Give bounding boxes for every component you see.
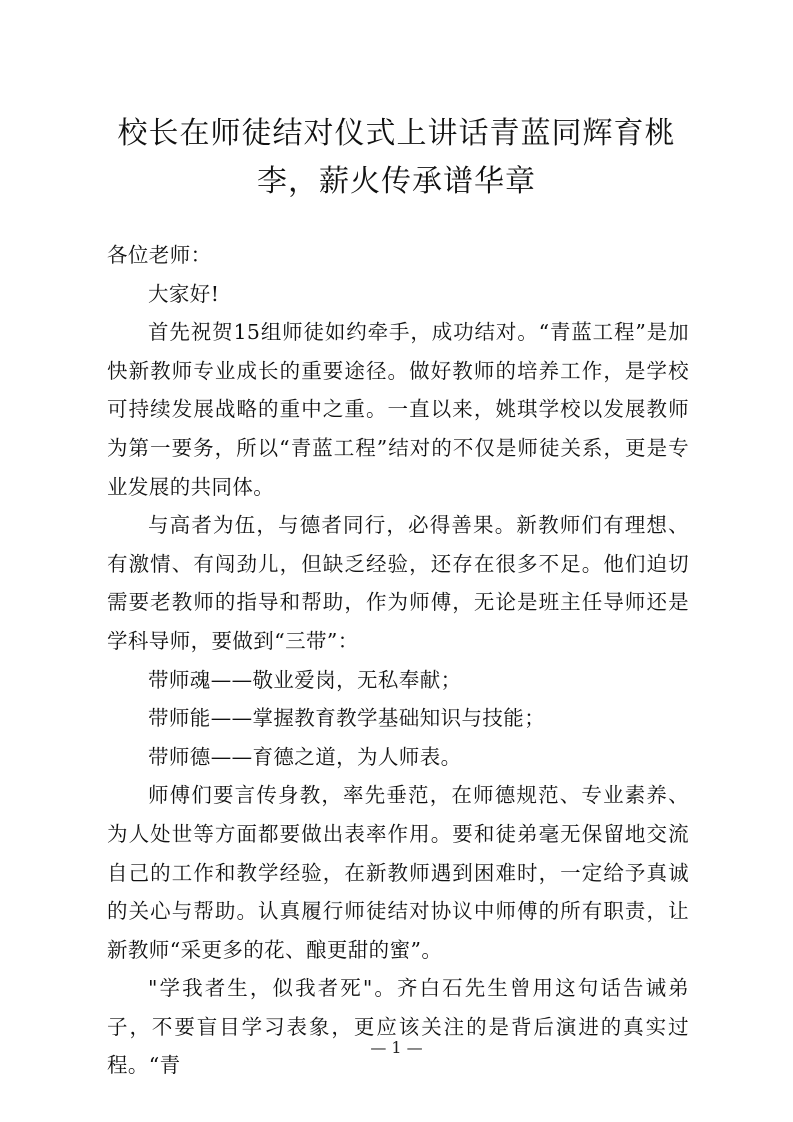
list-item: 带师德——育德之道，为人师表。 [148, 744, 462, 769]
greeting: 大家好! [148, 281, 220, 306]
document-body [107, 236, 689, 1085]
list-item: 带师能——掌握教育教学基础知识与技能； [148, 706, 546, 731]
page-number: — 1 — [370, 1038, 423, 1057]
paragraph: 与高者为伍，与德者同行，必得善果。新教师们有理想、有激情、有闯劲儿，但缺乏经验，还存在很多不足。他们迫切需要老教师的指导和帮助，作为师傅，无论是班主任导师还是学科导师，要做到“三带”： [107, 513, 689, 653]
document-title: 校长在师徒结对仪式上讲话青蓝同辉育桃李，薪火传承谱华章 [117, 116, 676, 199]
paragraph: 首先祝贺15组师徒如约牵手，成功结对。“青蓝工程”是加快新教师专业成长的重要途径。做好教师的培养工作，是学校可持续发展战略的重中之重。一直以来，姚琪学校以发展教师为第一要务，所以“青蓝工程”结对的不仅是师徒关系，更是专业发展的共同体。 [107, 320, 689, 499]
list-item: 带师魂——敬业爱岗，无私奉献； [148, 667, 462, 692]
paragraph: 师傅们要言传身教，率先垂范，在师德规范、专业素养、为人处世等方面都要做出表率作用。要和徒弟毫无保留地交流自己的工作和教学经验，在新教师遇到困难时，一定给予真诚的关心与帮助。认真履行师徒结对协议中师傅的所有职责，让新教师“采更多的花、酿更甜的蜜”。 [107, 783, 689, 962]
salutation: 各位老师： [107, 243, 212, 267]
paragraph: "学我者生，似我者死"。齐白石先生曾用这句话告诫弟子，不要盲目学习表象，更应该关注的是背后演进的真实过程。“青 [107, 976, 689, 1078]
